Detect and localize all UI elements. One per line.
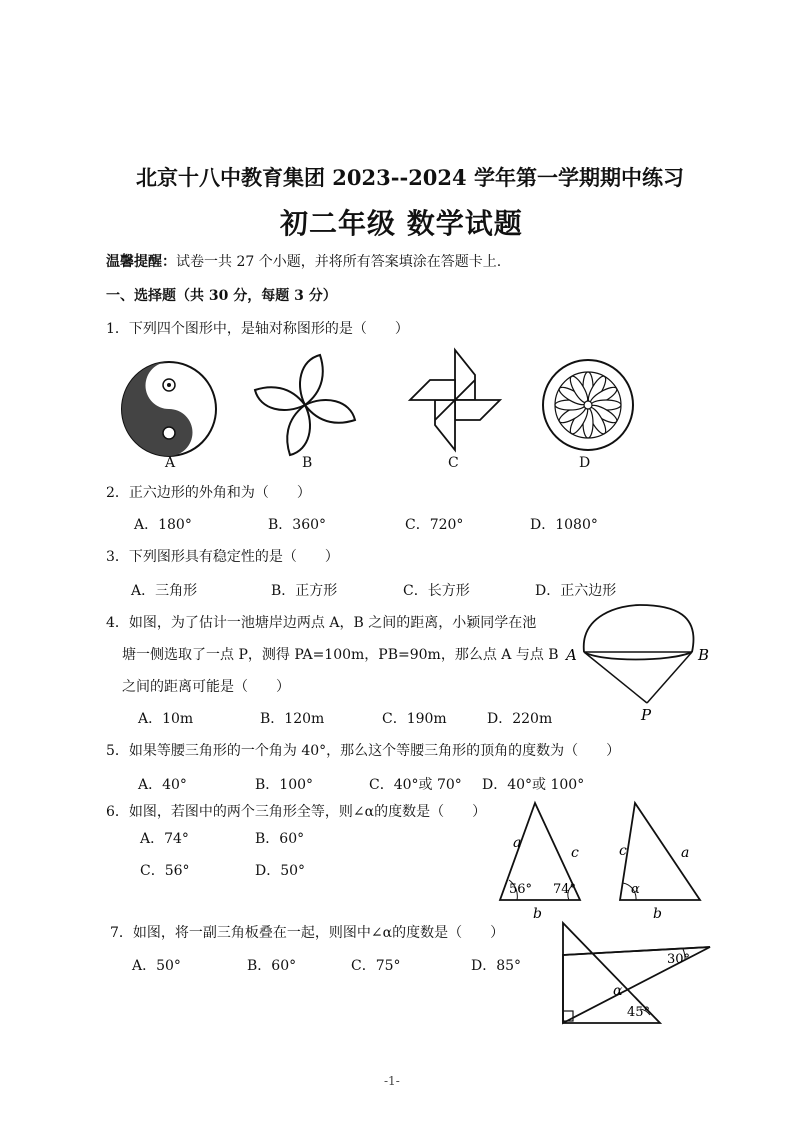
yin-yang-icon [115,355,225,465]
exam-subtitle: 初二年级 数学试题 [280,207,523,240]
q4-label-p: P [641,706,652,724]
q1-label-b: B [302,455,313,471]
q4-option-a: A．10m [138,711,194,727]
notice [106,251,501,271]
q6-left-label-c: c [571,845,579,861]
q7-option-d: D．85° [471,958,522,974]
q6-right-angle-alpha: α [631,882,640,897]
q7-option-c: C．75° [351,958,401,974]
q3-option-c: C．长方形 [403,583,470,599]
q5-option-c: C．40°或 70° [369,777,462,793]
q6-option-d: D．50° [255,863,306,879]
q1-stem: 1．下列四个图形中，是轴对称图形的是（ ） [106,321,409,337]
q6-left-label-b: b [533,906,542,922]
q5-stem: 5．如果等腰三角形的一个角为 40°，那么这个等腰三角形的顶角的度数为（ ） [106,743,621,759]
q4-stem-line1: 4．如图，为了估计一池塘岸边两点 A，B 之间的距离，小颖同学在池 [106,615,537,631]
q6-right-label-c: c [619,843,627,859]
notice-label: 温馨提醒： [106,254,176,270]
flower-circle-icon [538,355,638,455]
section-heading: 一、选择题（共 30 分，每题 3 分） [106,288,337,304]
q6-left-angle-56: 56° [509,882,533,897]
q4-stem-line2: 塘一侧选取了一点 P，测得 PA=100m，PB=90m，那么点 A 与点 B [122,647,559,663]
q6-right-label-b: b [653,906,662,922]
q2-option-c: C．720° [405,517,464,533]
pinwheel-petal-icon [250,350,360,460]
q7-angle-alpha: α [613,983,623,999]
q6-triangles-figure [495,795,720,925]
exam-title: 北京十八中教育集团 2023--2024 学年第一学期期中练习 [136,165,684,190]
notice-text: 试卷一共 27 个小题，并将所有答案填涂在答题卡上. [176,254,502,270]
q7-option-a: A．50° [132,958,181,974]
q6-option-a: A．74° [140,831,189,847]
q7-option-b: B．60° [247,958,297,974]
q6-option-b: B．60° [255,831,305,847]
q3-option-b: B．正方形 [271,583,338,599]
q4-pond-figure [560,600,720,725]
q1-label-a: A [165,455,176,471]
q6-left-angle-74: 74° [553,882,577,897]
q6-left-label-a: a [513,835,522,851]
q2-option-b: B．360° [268,517,327,533]
q3-option-d: D．正六边形 [535,583,617,599]
q4-stem-line3: 之间的距离可能是（ ） [122,679,290,695]
q2-option-a: A．180° [134,517,192,533]
q7-angle-45: 45° [627,1005,651,1020]
q4-option-d: D．220m [487,711,553,727]
q3-stem: 3．下列图形具有稳定性的是（ ） [106,549,339,565]
q1-label-c: C [448,455,459,471]
q6-right-label-a: a [681,845,690,861]
q6-option-c: C．56° [140,863,190,879]
q2-option-d: D．1080° [530,517,598,533]
q4-label-b: B [698,646,710,664]
q5-option-b: B．100° [255,777,314,793]
q1-label-d: D [579,455,591,471]
q5-option-a: A．40° [138,777,187,793]
q7-set-squares-figure [555,915,720,1030]
q3-option-a: A．三角形 [131,583,198,599]
q4-option-c: C．190m [382,711,447,727]
page-number: -1- [384,1074,400,1088]
q6-stem: 6．如图，若图中的两个三角形全等，则∠α的度数是（ ） [106,804,487,820]
q4-option-b: B．120m [260,711,325,727]
q4-label-a: A [566,646,577,664]
q5-option-d: D．40°或 100° [482,777,585,793]
pinwheel-icon [405,345,505,455]
q7-angle-30: 30° [667,952,691,967]
q7-stem: 7．如图，将一副三角板叠在一起，则图中∠α的度数是（ ） [110,925,505,941]
q2-stem: 2．正六边形的外角和为（ ） [106,485,311,501]
